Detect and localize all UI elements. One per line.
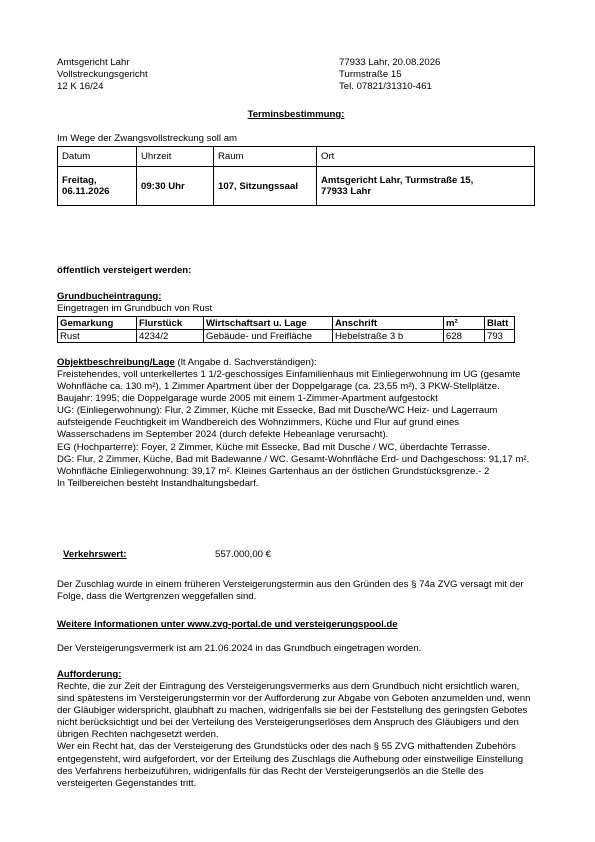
cell-ort	[317, 167, 535, 206]
aufforderung-paragraph: Rechte, die zur Zeit der Eintragung des Versteigerungsvermerks aus dem Grundbuch nicht ersichtlich waren, sind spätestens im Versteigerungstermin vor der Aufforderung zur Abgabe von Geboten anzumelden und, wenn der Gläubiger widerspricht, glaubhaft zu machen, widrigenfalls sie bei der Feststellung des geringsten Gebotes nicht berücksichtigt und bei der Verteilung des Versteigerungserlöses dem Anspruch des Gläubigers und den übrigen Rechten nachgesetzt werden.	[57, 681, 531, 741]
objekt-paragraph: EG (Hochparterre): Foyer, 2 Zimmer, Küche mit Essecke, Bad mit Dusche / WC, überdachte Terrasse.	[57, 441, 490, 453]
grundbuch-table	[57, 316, 515, 343]
gb-cell-m2: 628	[444, 330, 485, 343]
gb-header-gemarkung: Gemarkung	[58, 317, 137, 330]
verkehrswert-label: Verkehrswert:	[63, 549, 127, 560]
cell-datum	[58, 167, 137, 206]
case-number: 12 K 16/24	[57, 81, 104, 92]
termin-table-header	[58, 147, 535, 167]
gb-header-m2: m²	[444, 317, 485, 330]
datum-weekday: Freitag,	[62, 175, 97, 186]
gb-cell-anschrift: Hebelstraße 3 b	[333, 330, 444, 343]
street-address: Turmstraße 15	[339, 69, 402, 80]
grundbuch-table-header	[58, 317, 515, 330]
objekt-title-suffix: (lt Angabe d. Sachverständigen):	[174, 357, 317, 368]
objekt-paragraph: In Teilbereichen besteht Instandhaltungsbedarf.	[57, 477, 259, 489]
gb-header-anschrift: Anschrift	[333, 317, 444, 330]
gb-header-wirtschaftsart: Wirtschaftsart u. Lage	[204, 317, 333, 330]
header-raum: Raum	[214, 147, 317, 167]
ort-line-1: Amtsgericht Lahr, Turmstraße 15,	[321, 175, 474, 186]
vermerk-text: Der Versteigerungsvermerk ist am 21.06.2024 in das Grundbuch eingetragen worden.	[57, 643, 422, 654]
termin-table	[57, 146, 535, 206]
header-datum: Datum	[58, 147, 137, 167]
objekt-paragraph: Freistehendes, voll unterkellertes 1 1/2-geschossiges Einfamilienhaus mit Einliegerwohnung im UG (gesamte Wohnfläche ca. 130 m²), 1 Zimmer Apartment über der Doppelgarage (ca. 23,55 m²), 3 PKW-Stellplätze. Baujahr: 1995; die Doppelgarage wurde 2005 mit einem 1-Zimmer-Apartment aufgestockt	[57, 369, 521, 405]
court-contact-block	[339, 57, 440, 93]
versteigert-text: öffentlich versteigert werden:	[57, 265, 192, 276]
objekt-heading	[57, 357, 317, 369]
cell-uhrzeit: 09:30 Uhr	[137, 167, 214, 206]
ort-line-2: 77933 Lahr	[321, 186, 372, 197]
aufforderung-title: Aufforderung:	[57, 669, 122, 680]
court-name: Amtsgericht Lahr	[57, 57, 130, 68]
grundbuch-subtitle: Eingetragen im Grundbuch von Rust	[57, 303, 213, 314]
gb-cell-flurstueck: 4234/2	[137, 330, 204, 343]
gb-header-flurstueck: Flurstück	[137, 317, 204, 330]
termin-table-row	[58, 167, 535, 206]
cell-raum: 107, Sitzungssaal	[214, 167, 317, 206]
zuschlag-text: Der Zuschlag wurde in einem früheren Versteigerungstermin aus den Gründen des § 74a ZVG versagt mit der Folge, dass die Wertgrenzen weggefallen sind.	[57, 579, 524, 603]
header-uhrzeit: Uhrzeit	[137, 147, 214, 167]
grundbuch-table-row	[58, 330, 515, 343]
court-address-block	[57, 57, 148, 93]
place-date: 77933 Lahr, 20.08.2026	[339, 57, 441, 68]
datum-date: 06.11.2026	[62, 186, 110, 197]
header-ort: Ort	[317, 147, 535, 167]
verkehrswert-value: 557.000,00 €	[215, 549, 272, 560]
further-info-link[interactable]: Weitere Informationen unter www.zvg-portal.de und versteigerungspool.de	[57, 619, 398, 630]
document-title: Terminsbestimmung:	[247, 109, 345, 120]
gb-cell-blatt: 793	[485, 330, 515, 343]
objekt-title: Objektbeschreibung/Lage	[57, 357, 175, 368]
intro-text: Im Wege der Zwangsvollstreckung soll am	[57, 133, 238, 144]
verkehrswert-line	[63, 549, 272, 561]
letter-header	[57, 57, 535, 97]
objekt-description	[57, 369, 533, 490]
gb-cell-wirtschaftsart: Gebäude- und Freifläche	[204, 330, 333, 343]
grundbuch-title: Grundbucheintragung:	[57, 291, 162, 302]
aufforderung-text	[57, 681, 533, 790]
aufforderung-paragraph: Wer ein Recht hat, das der Versteigerung des Grundstücks oder des nach § 55 ZVG mithaftenden Zubehörs entgegensteht, wird aufgefordert, vor der Erteilung des Zuschlags die Aufhebung oder einstweilige Einstellung des Verfahrens herbeizuführen, widrigenfalls für das Recht der Versteigerungserlös an die Stelle des versteigerten Gegenstandes tritt.	[57, 741, 524, 789]
gb-cell-gemarkung: Rust	[58, 330, 137, 343]
court-department: Vollstreckungsgericht	[57, 69, 148, 80]
objekt-paragraph: UG: (Einliegerwohnung): Flur, 2 Zimmer, Küche mit Essecke, Bad mit Dusche/WC Heiz- und Lagerraum aufsteigende Feuchtigkeit im Wandbereich des Wohnzimmers, Küche und Flur auf grund eines Wasserschadens im September 2024 (durch defekte Hebeanlage verursacht).	[57, 405, 498, 441]
document-page	[57, 57, 535, 789]
phone-number: Tel. 07821/31310-461	[339, 81, 432, 92]
objekt-paragraph: DG: Flur, 2 Zimmer, Küche, Bad mit Badewanne / WC. Gesamt-Wohnfläche Erd- und Dachgeschoss: 91,17 m². Wohnfläche Einliegerwohnung: 39,17 m². Kleines Gartenhaus an der östlichen Grundstücksgrenze.- 2	[57, 453, 530, 477]
gb-header-blatt: Blatt	[485, 317, 515, 330]
